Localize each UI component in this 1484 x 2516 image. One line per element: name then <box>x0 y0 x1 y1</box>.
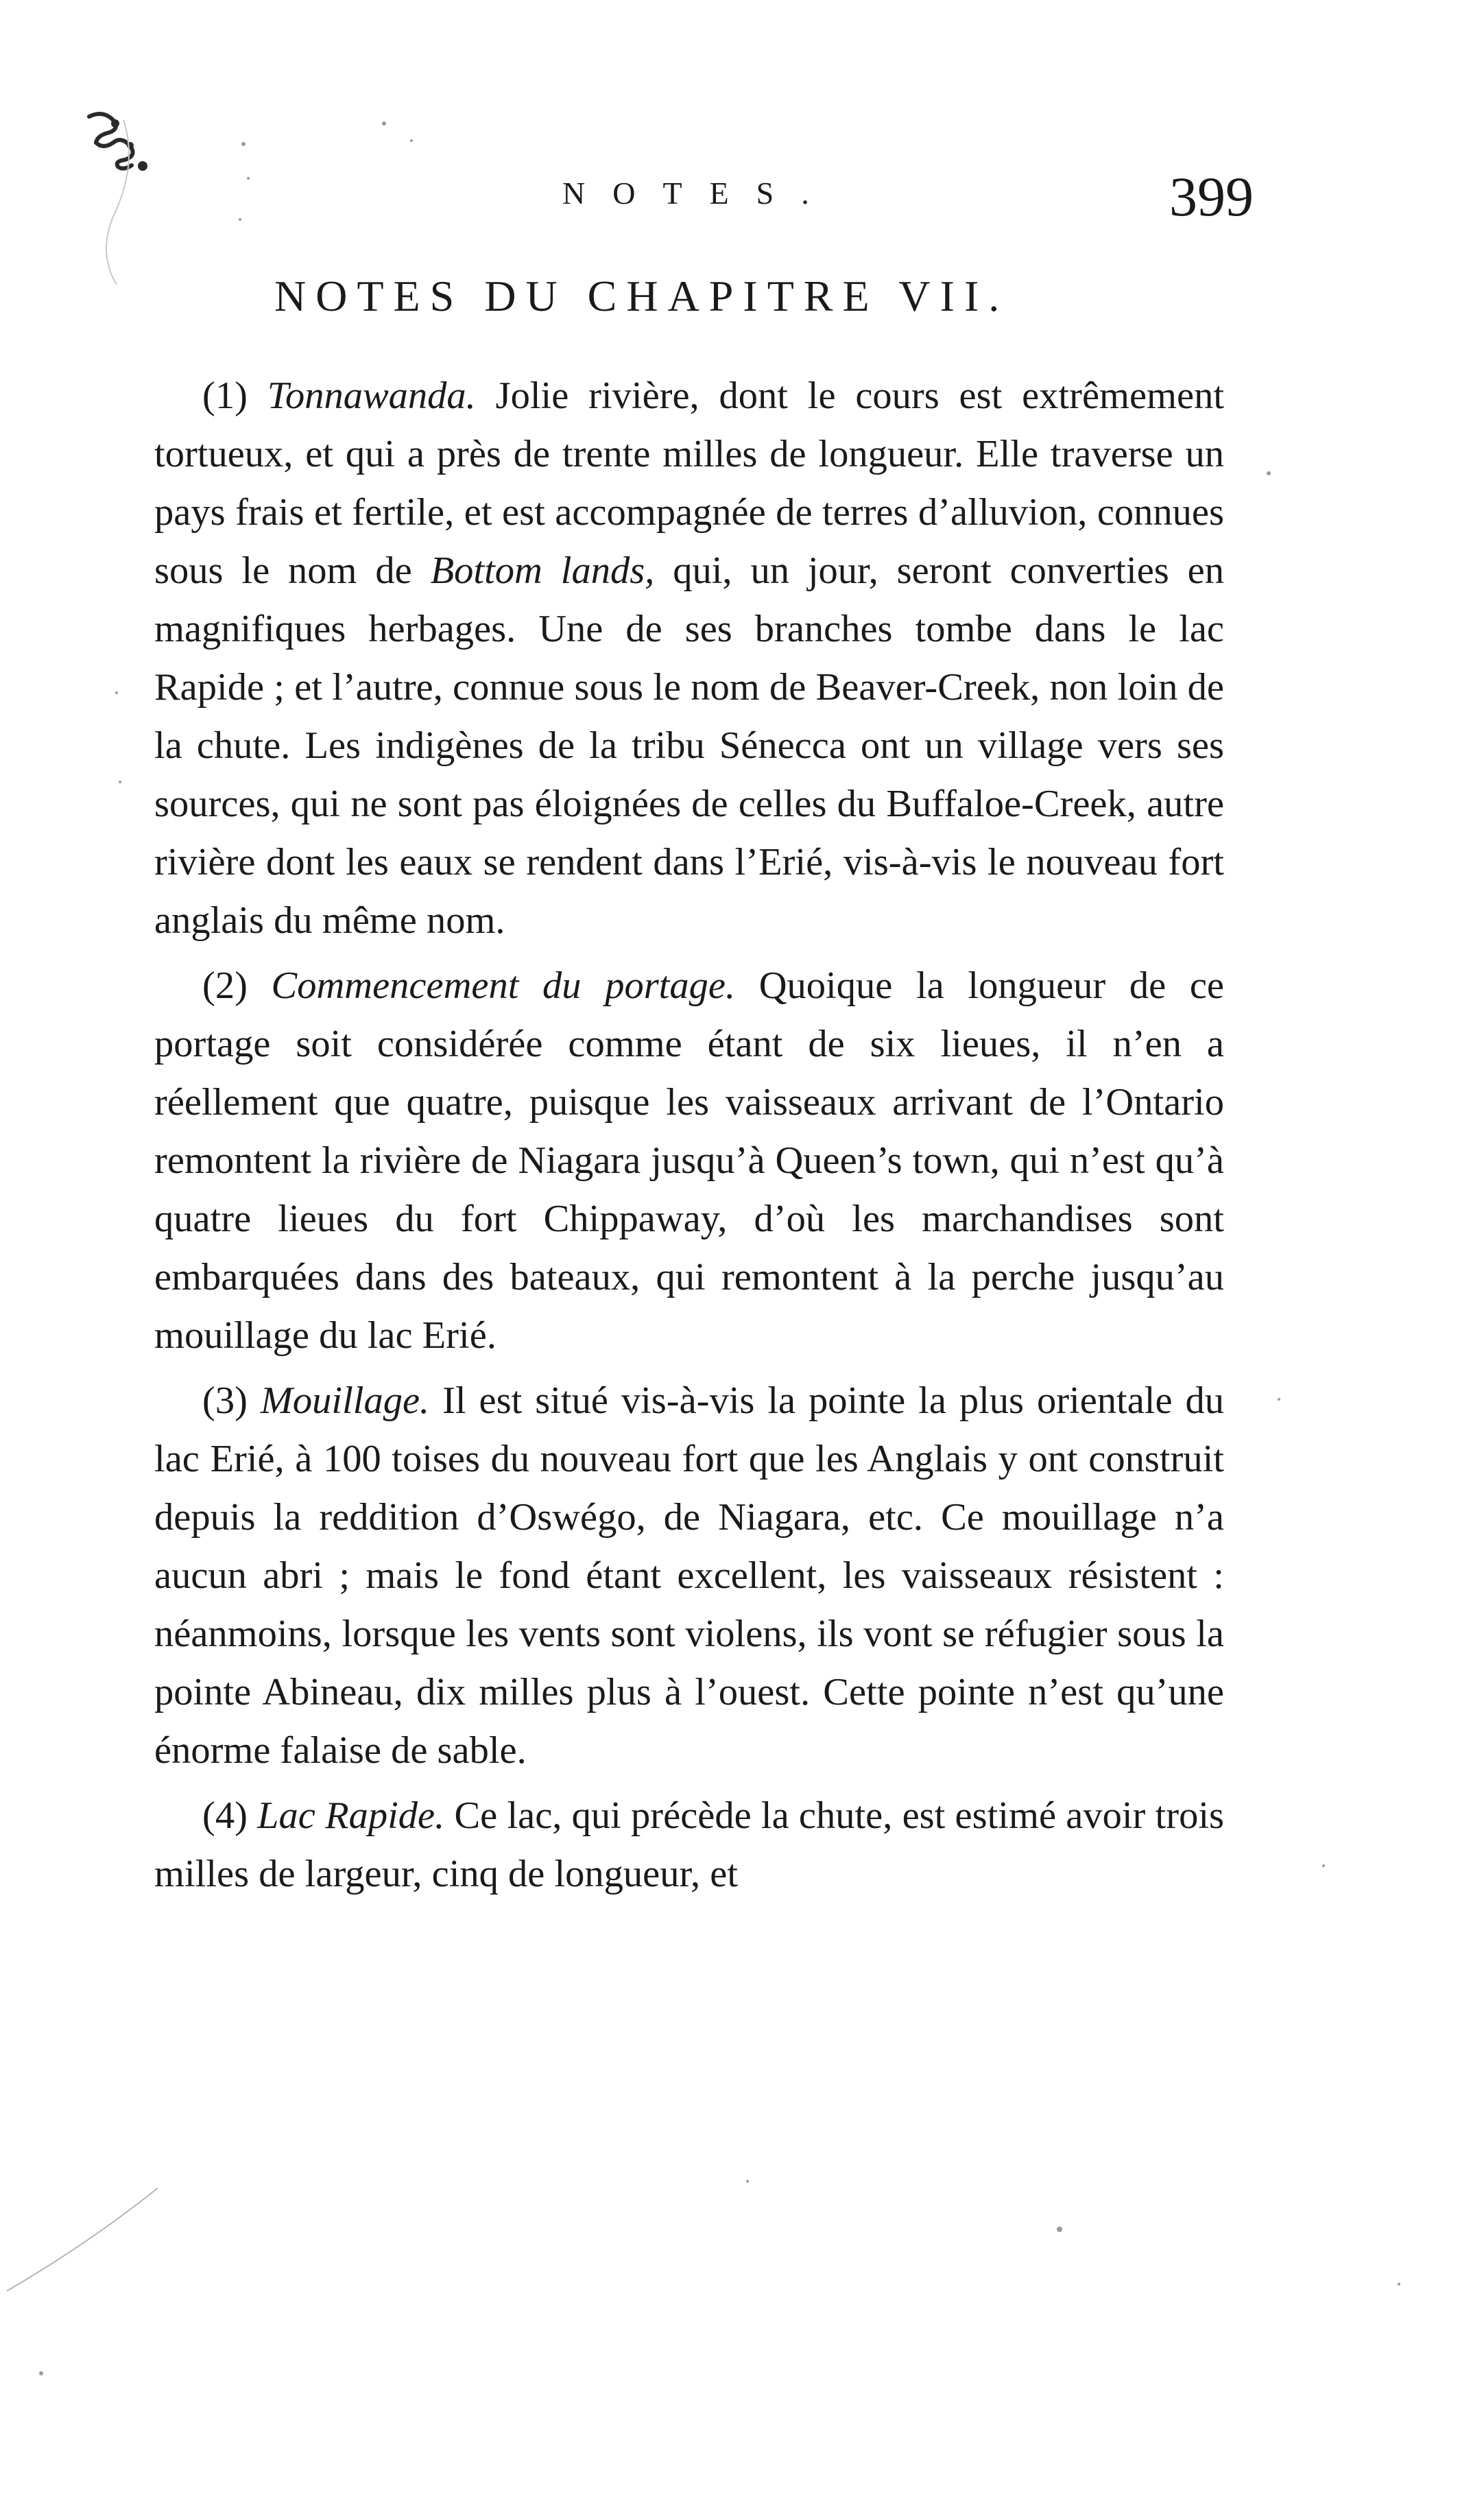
note-number: (1) <box>202 375 248 417</box>
note-number: (4) <box>202 1794 248 1837</box>
note-term: Commencement du portage. <box>271 964 736 1007</box>
note-text: Il est situé vis-à-vis la pointe la plus orientale du lac Erié, à 100 toises du nouveau fort que les Anglais y ont construit depuis la reddition d’Oswégo, de Niagara, etc. Ce mouillage n’a aucun abri ; mais le fond étant excellent, les vaisseaux résistent : néanmoins, lorsque les vents sont violens, ils vont se réfugier sous la pointe Abineau, dix milles plus à l’ouest. Cette pointe n’est qu’une énorme falaise de sable. <box>154 1379 1225 1772</box>
note-paragraph <box>154 1787 1224 1903</box>
note-term: Lac Rapide. <box>257 1794 445 1837</box>
note-text-continued: qui, un jour, seront converties en magnifiques herbages. Une de ses branches tombe dans le lac Rapide ; et l’autre, connue sous le nom de Beaver-Creek, non loin de la chute. Les indigènes de la tribu Sénecca ont un village vers ses sources, qui ne sont pas éloignées de celles du Buffaloe-Creek, autre rivière dont les eaux se rendent dans l’Erié, vis-à-vis le nouveau fort anglais du même nom. <box>154 549 1224 942</box>
note-paragraph <box>154 957 1224 1365</box>
note-paragraph <box>154 1372 1224 1780</box>
note-text: Ce lac, qui précède la chute, est estimé avoir trois milles de largeur, cinq de longueur, et <box>154 1794 1225 1895</box>
running-head: NOTES. <box>562 176 837 211</box>
note-term-secondary: Bottom lands, <box>430 549 655 592</box>
note-text: Jolie rivière, dont le cours est extrêmement tortueux, et qui a près de trente milles de longueur. Elle traverse un pays frais et fertile, et est accompagnée de terres d’alluvion, connues sous le nom de <box>154 375 1225 592</box>
notes-body <box>154 367 1224 1910</box>
note-text: Quoique la longueur de ce portage soit considérée comme étant de six lieues, il n’en a réellement que quatre, puisque les vaisseaux arrivant de l’Ontario remontent la rivière de Niagara jusqu’à Queen’s town, qui n’est qu’à quatre lieues du fort Chippaway, d’où les marchandises sont embarquées dans des bateaux, qui remontent à la perche jusqu’au mouillage du lac Erié. <box>154 964 1224 1357</box>
note-term: Tonnawanda. <box>267 375 476 417</box>
page-number: 399 <box>1169 165 1254 228</box>
note-term: Mouillage. <box>260 1379 430 1422</box>
chapter-title: NOTES DU CHAPITRE VII. <box>274 272 1009 320</box>
note-number: (2) <box>202 964 248 1007</box>
note-number: (3) <box>202 1379 248 1422</box>
note-paragraph <box>154 367 1224 950</box>
ink-stain-mark <box>82 103 158 178</box>
